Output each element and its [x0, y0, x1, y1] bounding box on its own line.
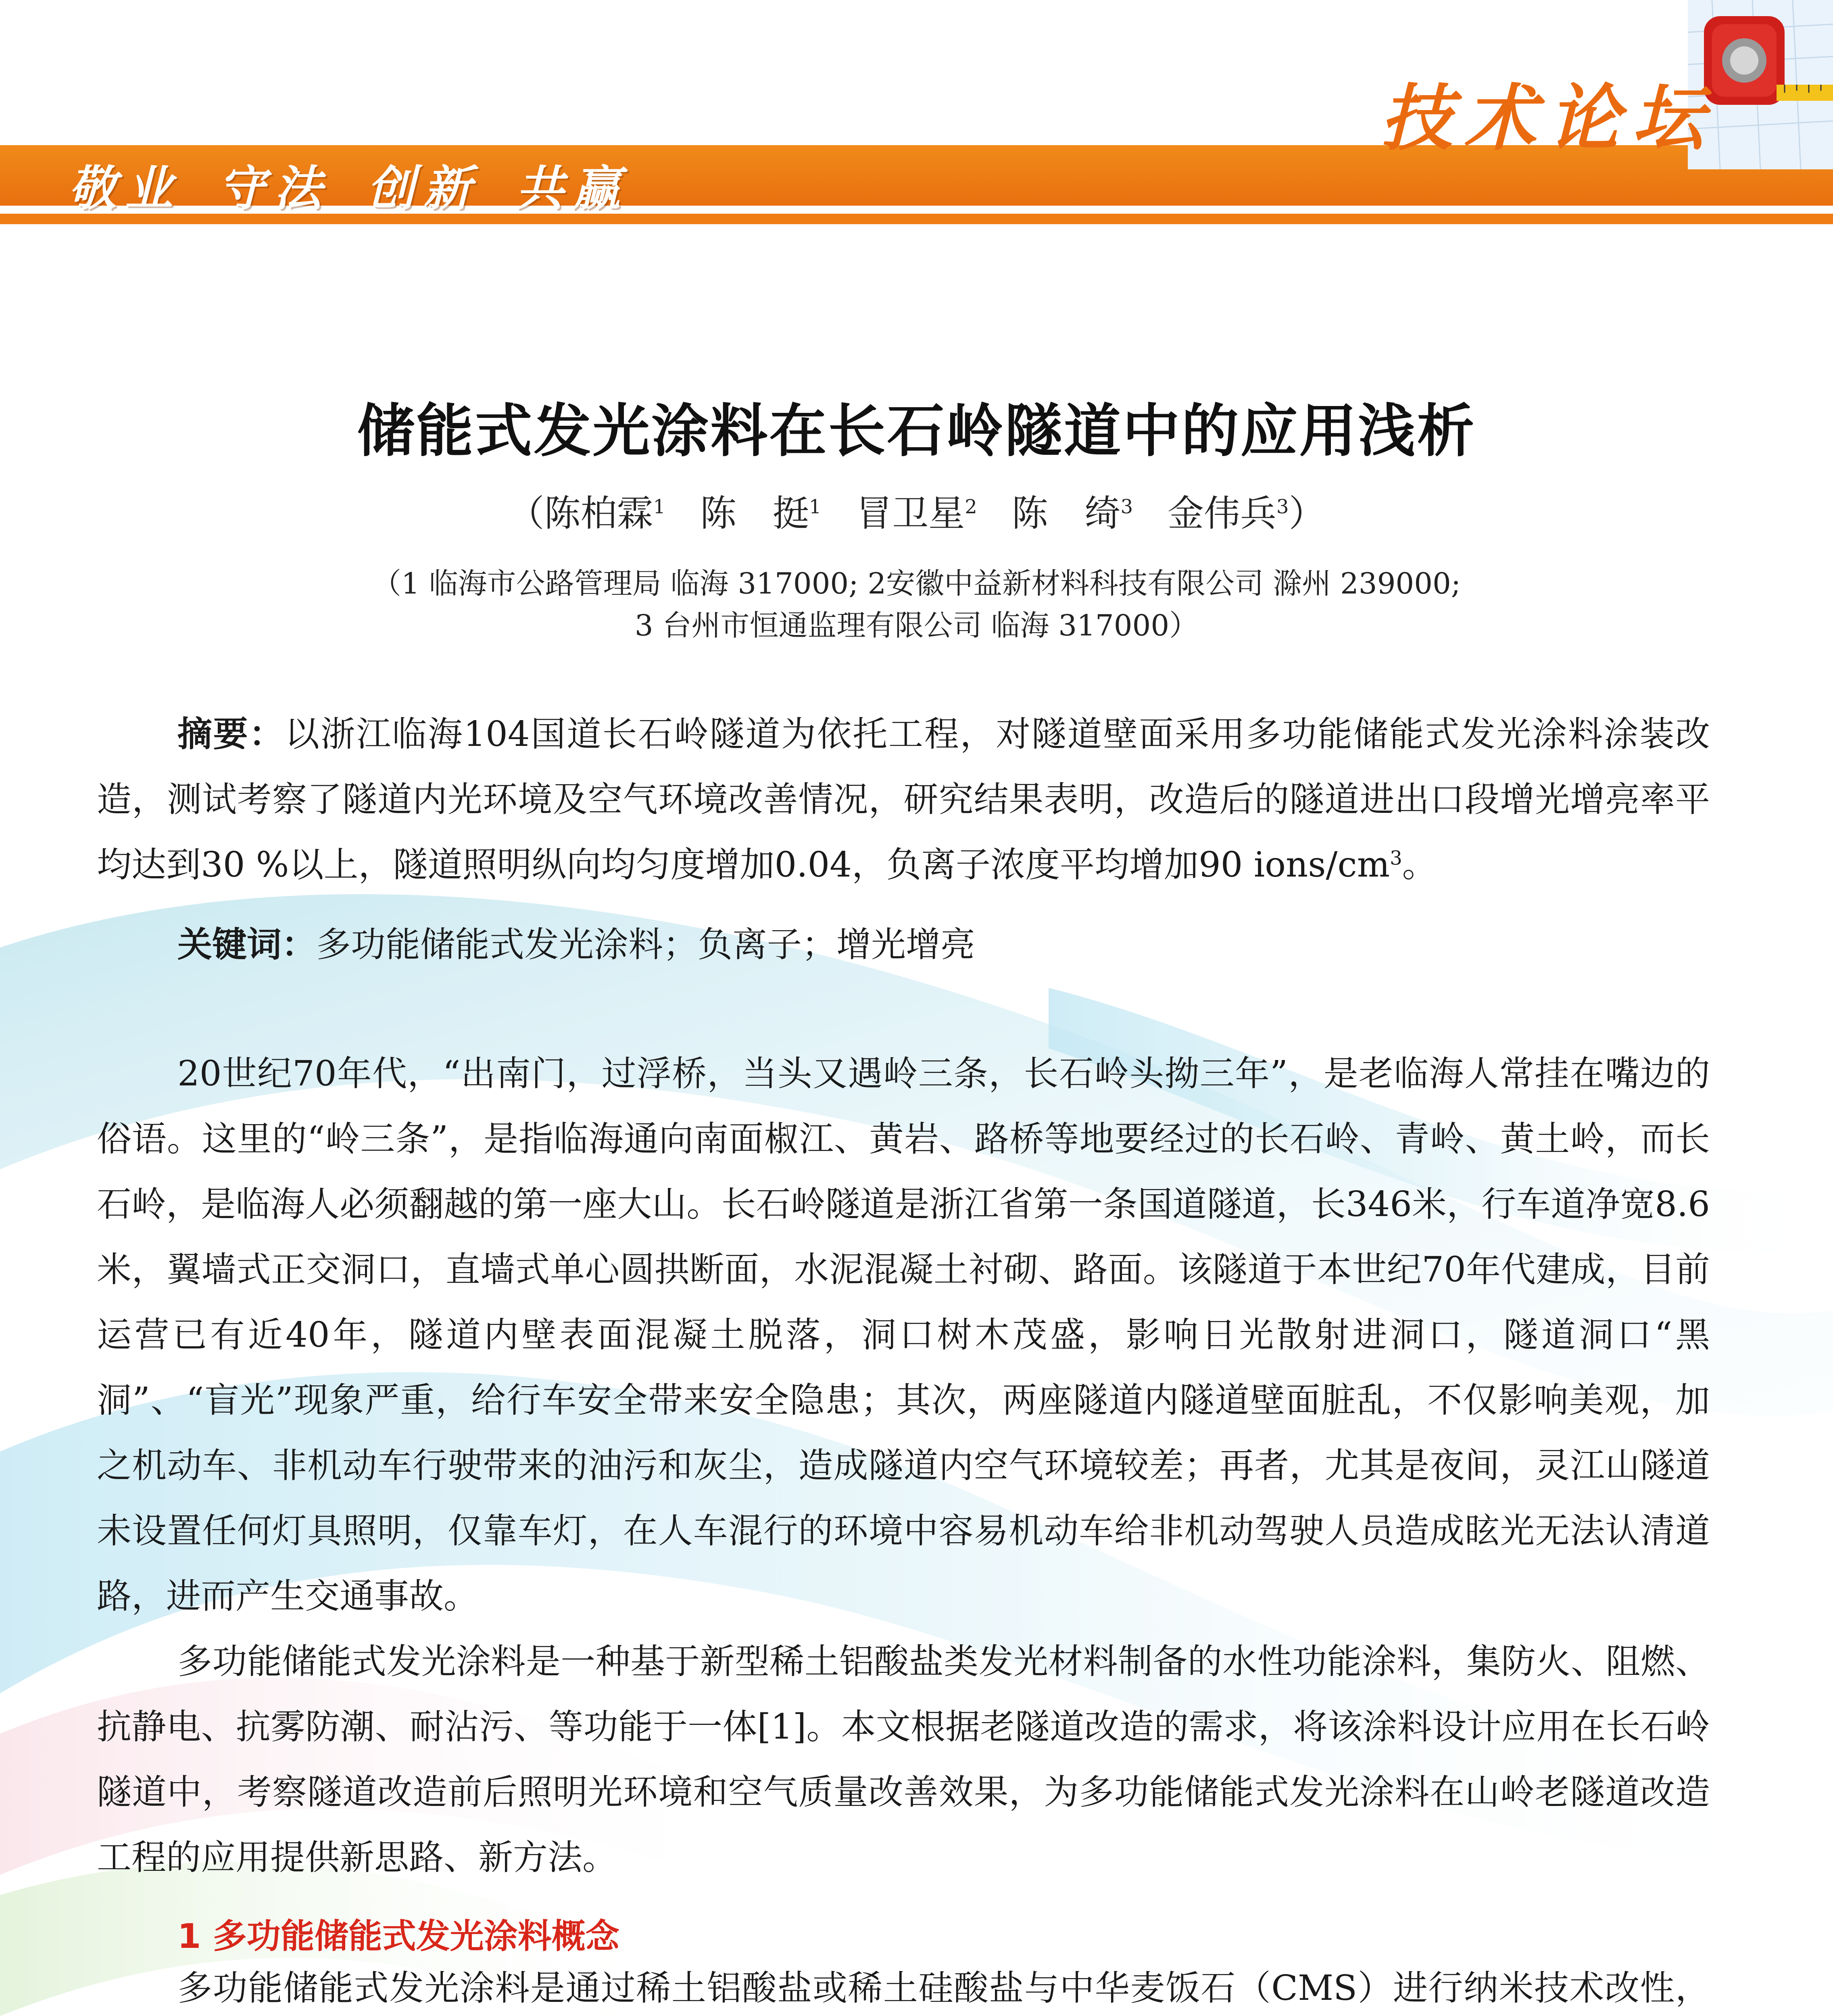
- author-name: 陈 绮: [1011, 492, 1121, 535]
- author-affil-mark: 3: [1120, 496, 1133, 518]
- article-title: 储能式发光涂料在长石岭隧道中的应用浅析: [357, 398, 1476, 464]
- section-1-heading: 1 多功能储能式发光涂料概念: [177, 1916, 619, 1956]
- keywords-text: 多功能储能式发光涂料；负离子；增光增亮: [316, 925, 975, 965]
- author-affil-mark: 1: [653, 496, 666, 518]
- affiliations: [0, 562, 1833, 646]
- affiliation-line: 3 台州市恒通监理有限公司 临海 317000）: [634, 608, 1199, 642]
- author-name: 冒卫星: [856, 492, 965, 535]
- motto-word: 敬业: [69, 160, 182, 216]
- section-tag: 技术论坛: [1380, 77, 1716, 160]
- abstract: [97, 702, 1710, 898]
- author-name: 陈柏霖: [544, 492, 653, 535]
- motto-word: 创新: [367, 160, 480, 216]
- author-affil-mark: 3: [1276, 496, 1289, 518]
- section-1-paragraph: 多功能储能式发光涂料是通过稀土铝酸盐或稀土硅酸盐与中华麦饭石（CMS）进行纳米技术改性，: [177, 1968, 1710, 2008]
- abstract-unit-exponent: 3: [1390, 847, 1402, 870]
- motto-word: 共赢: [516, 160, 630, 216]
- affiliation-line: （1 临海市公路管理局 临海 317000; 2安徽中益新材料科技有限公司 滁州 239000;: [372, 566, 1461, 600]
- abstract-end: 。: [1402, 845, 1437, 885]
- intro-paragraph-2: 多功能储能式发光涂料是一种基于新型稀土铝酸盐类发光材料制备的水性功能涂料，集防火、阻燃、抗静电、抗雾防潮、耐沾污、等功能于一体[1]。本文根据老隧道改造的需求，将该涂料设计应用在长石岭隧道中，考察隧道改造前后照明光环境和空气质量改善效果，为多功能储能式发光涂料在山岭老隧道改造工程的应用提供新思路、新方法。: [97, 1641, 1710, 1878]
- abstract-text: 以浙江临海104国道长石岭隧道为依托工程，对隧道壁面采用多功能储能式发光涂料涂装改造，测试考察了隧道内光环境及空气环境改善情况，研究结果表明，改造后的隧道进出口段增光增亮率平均达到30 %以上，隧道照明纵向均匀度增加0.04，负离子浓度平均增加90 ions/cm: [97, 714, 1710, 885]
- keywords-label: 关键词：: [177, 925, 316, 965]
- intro-paragraph-1: 20世纪70年代，“出南门，过浮桥，当头又遇岭三条，长石岭头拗三年”，是老临海人常挂在嘴边的俗语。这里的“岭三条”，是指临海通向南面椒江、黄岩、路桥等地要经过的长石岭、青岭、黄土岭，而长石岭，是临海人必须翻越的第一座大山。长石岭隧道是浙江省第一条国道隧道，长346米，行车道净宽8.6米，翼墙式正交洞口，直墙式单心圆拱断面，水泥混凝土衬砌、路面。该隧道于本世纪70年代建成，目前运营已有近40年，隧道内壁表面混凝土脱落，洞口树木茂盛，影响日光散射进洞口，隧道洞口“黑洞”、“盲光”现象严重，给行车安全带来安全隐患；其次，两座隧道内隧道壁面脏乱，不仅影响美观，加之机动车、非机动车行驶带来的油污和灰尘，造成隧道内空气环境较差；再者，尤其是夜间，灵江山隧道未设置任何灯具照明，仅靠车灯，在人车混行的环境中容易机动车给非机动驾驶人员造成眩光无法认清道路，进而产生交通事故。: [97, 1054, 1710, 1616]
- keywords: [97, 912, 1710, 977]
- author-affil-mark: 2: [965, 496, 977, 518]
- header-motto: [69, 150, 665, 219]
- abstract-label: 摘要：: [177, 714, 285, 754]
- author-name: 金伟兵: [1167, 492, 1276, 535]
- author-list: （陈柏霖$^1$ 陈 挺$^1$ 冒卫星$^2$ 陈 绮$^3$ 金伟兵$^3$）: [508, 492, 1325, 535]
- author-name: 陈 挺: [700, 492, 809, 535]
- author-affil-mark: 1: [809, 496, 822, 518]
- motto-word: 守法: [218, 160, 331, 216]
